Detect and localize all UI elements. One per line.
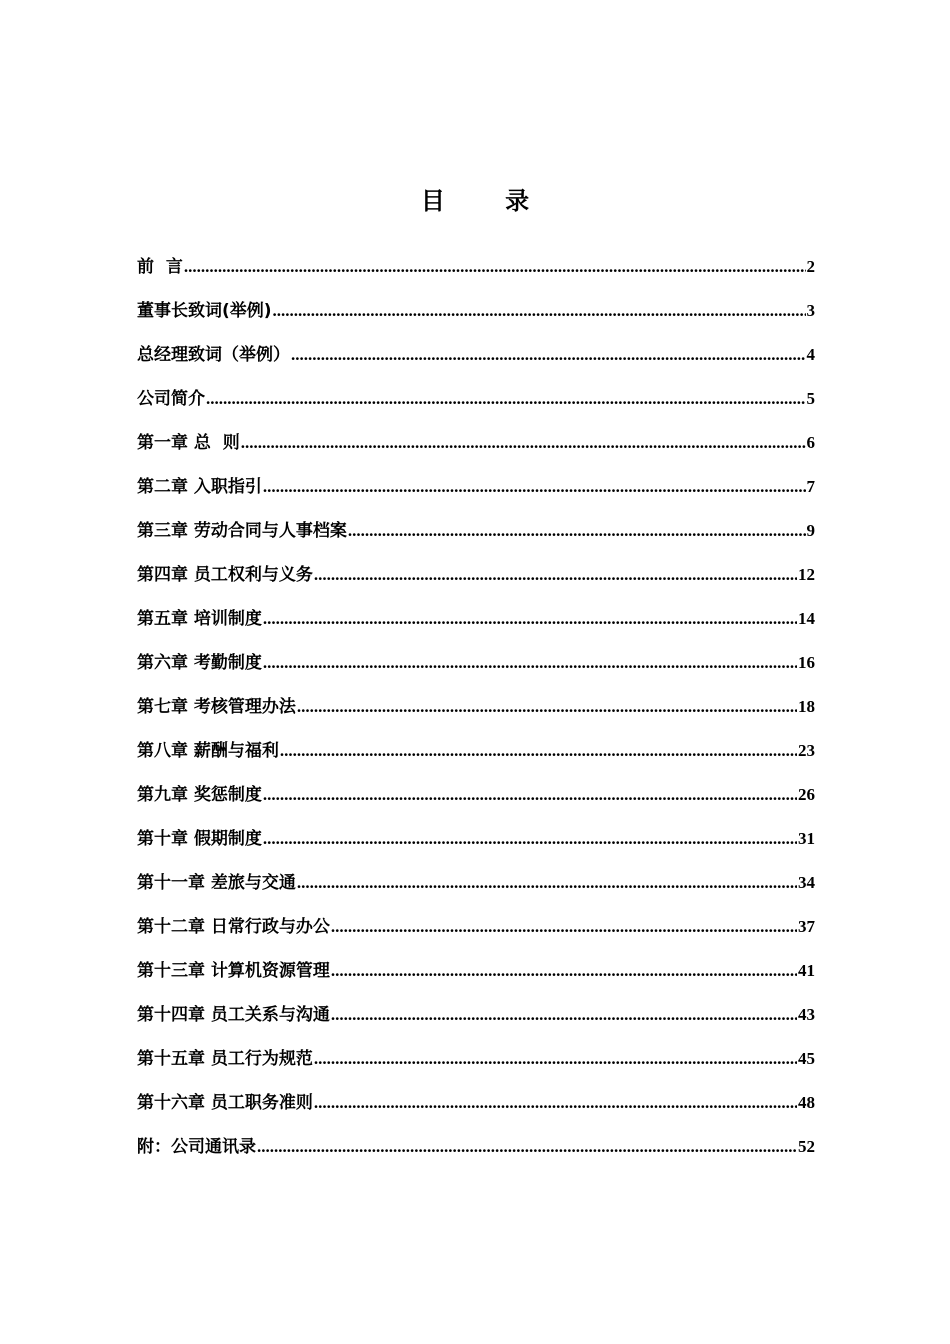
toc-dot-leader: [263, 824, 797, 854]
toc-dot-leader: [280, 736, 797, 766]
toc-entry-label: 第十章 假期制度: [137, 829, 262, 849]
toc-dot-leader: [241, 428, 806, 458]
toc-dot-leader: [297, 868, 797, 898]
toc-entry-label: 第十四章 员工关系与沟通: [137, 1005, 330, 1025]
toc-entry-company-profile[interactable]: [137, 384, 815, 428]
toc-entry-label: 第十二章 日常行政与办公: [137, 917, 330, 937]
toc-entry-label: 第八章 薪酬与福利: [137, 741, 279, 761]
toc-entry-label: 第五章 培训制度: [137, 609, 262, 629]
toc-entry-page: 14: [798, 609, 815, 628]
toc-entry-chapter-2[interactable]: [137, 472, 815, 516]
toc-entry-chapter-5[interactable]: [137, 604, 815, 648]
toc-entry-page: 16: [798, 653, 815, 672]
toc-entry-page: 18: [798, 697, 815, 716]
toc-entry-label: 第十五章 员工行为规范: [137, 1049, 313, 1069]
toc-entry-page: 9: [806, 521, 815, 540]
toc-entry-chapter-4[interactable]: [137, 560, 815, 604]
toc-entry-page: 48: [798, 1093, 815, 1112]
toc-entry-label: 第七章 考核管理办法: [137, 697, 296, 717]
toc-entry-label: 第九章 奖惩制度: [137, 785, 262, 805]
toc-entry-chapter-13[interactable]: [137, 956, 815, 1000]
toc-dot-leader: [348, 516, 806, 546]
toc-entry-chapter-6[interactable]: [137, 648, 815, 692]
toc-entry-chapter-8[interactable]: [137, 736, 815, 780]
toc-entry-page: 2: [806, 257, 815, 276]
toc-entry-page: 31: [798, 829, 815, 848]
toc-dot-leader: [331, 1000, 797, 1030]
toc-dot-leader: [263, 604, 797, 634]
toc-dot-leader: [263, 472, 806, 502]
toc-dot-leader: [314, 560, 797, 590]
toc-entry-chapter-16[interactable]: [137, 1088, 815, 1132]
toc-dot-leader: [331, 912, 797, 942]
toc-dot-leader: [257, 1132, 797, 1162]
toc-dot-leader: [206, 384, 806, 414]
toc-entry-page: 34: [798, 873, 815, 892]
toc-entry-label: 前 言: [137, 257, 183, 277]
toc-entry-label: 附：公司通讯录: [137, 1137, 256, 1157]
toc-entry-chapter-7[interactable]: [137, 692, 815, 736]
toc-entry-page: 5: [806, 389, 815, 408]
toc-entry-label: 总经理致词（举例）: [137, 345, 290, 365]
toc-entry-page: 7: [806, 477, 815, 496]
toc-entry-preface[interactable]: [137, 252, 815, 296]
toc-dot-leader: [291, 340, 806, 370]
toc-entry-page: 43: [798, 1005, 815, 1024]
toc-entry-page: 23: [798, 741, 815, 760]
toc-entry-chapter-10[interactable]: [137, 824, 815, 868]
toc-entry-page: 12: [798, 565, 815, 584]
toc-dot-leader: [273, 296, 806, 326]
toc-dot-leader: [331, 956, 797, 986]
toc-entry-label: 第十一章 差旅与交通: [137, 873, 296, 893]
toc-entry-page: 41: [798, 961, 815, 980]
toc-entry-page: 4: [806, 345, 815, 364]
toc-entry-chapter-12[interactable]: [137, 912, 815, 956]
toc-entry-label: 董事长致词(举例): [137, 301, 272, 321]
toc-entry-page: 52: [798, 1137, 815, 1156]
toc-entry-chairman-speech[interactable]: [137, 296, 815, 340]
toc-entry-label: 第六章 考勤制度: [137, 653, 262, 673]
toc-entry-label: 第十六章 员工职务准则: [137, 1093, 313, 1113]
toc-entry-chapter-9[interactable]: [137, 780, 815, 824]
toc-dot-leader: [314, 1044, 797, 1074]
toc-entry-page: 6: [806, 433, 815, 452]
toc-entry-chapter-15[interactable]: [137, 1044, 815, 1088]
toc-entry-label: 第十三章 计算机资源管理: [137, 961, 330, 981]
toc-entry-label: 第二章 入职指引: [137, 477, 262, 497]
toc-dot-leader: [314, 1088, 797, 1118]
toc-entry-chapter-1[interactable]: [137, 428, 815, 472]
toc-list: [137, 252, 815, 1176]
toc-entry-chapter-14[interactable]: [137, 1000, 815, 1044]
toc-entry-label: 第四章 员工权利与义务: [137, 565, 313, 585]
toc-entry-label: 公司简介: [137, 389, 205, 409]
toc-dot-leader: [263, 780, 797, 810]
toc-dot-leader: [297, 692, 797, 722]
toc-dot-leader: [263, 648, 797, 678]
toc-entry-page: 26: [798, 785, 815, 804]
toc-entry-label: 第一章 总 则: [137, 433, 240, 453]
toc-dot-leader: [184, 252, 806, 282]
toc-entry-page: 45: [798, 1049, 815, 1068]
toc-entry-appendix-directory[interactable]: [137, 1132, 815, 1176]
toc-entry-page: 37: [798, 917, 815, 936]
toc-entry-chapter-11[interactable]: [137, 868, 815, 912]
toc-entry-gm-speech[interactable]: [137, 340, 815, 384]
toc-entry-label: 第三章 劳动合同与人事档案: [137, 521, 347, 541]
toc-title: 目 录: [420, 187, 556, 215]
toc-entry-page: 3: [806, 301, 815, 320]
toc-entry-chapter-3[interactable]: [137, 516, 815, 560]
